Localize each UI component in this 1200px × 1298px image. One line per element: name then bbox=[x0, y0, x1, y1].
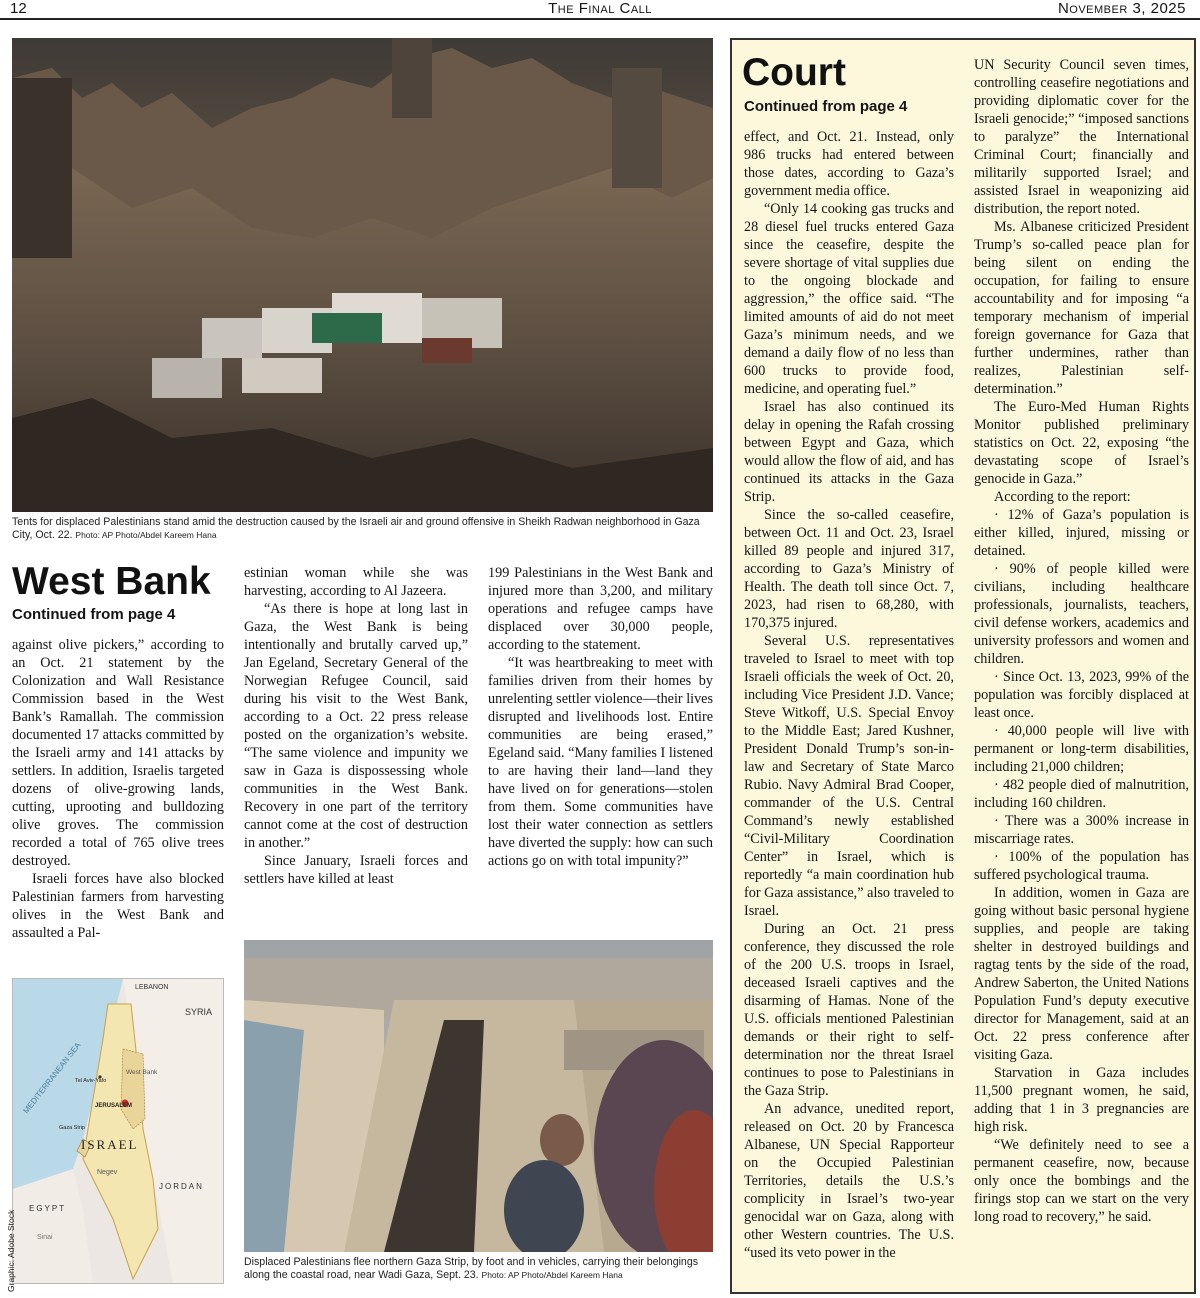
court-continued: Continued from page 4 bbox=[744, 98, 908, 115]
west-bank-column-3 bbox=[488, 564, 713, 870]
paragraph: Several U.S. representatives traveled to Israel to meet with top Israeli officials the week of Oct. 20, including Vice President J.D. Vance; Steve Witkoff, U.S. Special Envoy to the Middle East; Jared Kushner, President Donald Trump’s son-in-law and Secretary of State Marco Rubio. Navy Admiral Brad Cooper, commander of the U.S. Central Command’s newly established “Civil-Military Coordination Center” in Israel, which is reportedly “a main coordination hub for Gaza assistance,” also traveled to Israel. bbox=[744, 633, 954, 919]
photo-credit: Photo: AP Photo/Abdel Kareem Hana bbox=[481, 1270, 623, 1280]
bullet-item: · 482 people died of malnutrition, including 160 children. bbox=[974, 777, 1189, 811]
israel-region-map bbox=[12, 978, 224, 1284]
map-label-gaza: Gaza Strip bbox=[59, 1125, 85, 1131]
map-credit-container bbox=[0, 1209, 16, 1295]
map-label-lebanon: LEBANON bbox=[135, 984, 169, 991]
paragraph: estinian woman while she was harvesting, according to Al Jazeera. bbox=[244, 565, 468, 599]
paragraph: 199 Palestinians in the West Bank and injured more than 3,200, and military operations and refugee camps have displaced over 30,000 people, according to the statement. bbox=[488, 565, 713, 653]
west-bank-headline: West Bank bbox=[12, 560, 211, 603]
top-photo-caption bbox=[12, 516, 713, 542]
west-bank-column-1 bbox=[12, 636, 224, 942]
paragraph: Israeli forces have also blocked Palestinian farmers from harvesting olives in the West Bank and assaulted a Pal- bbox=[12, 871, 224, 941]
paragraph: against olive pickers,” according to an Oct. 21 statement by the Colonization and Wall Resistance Commission based in the West Bank’s Ramallah. The commission documented 17 attacks committed by the Israeli army and 141 attacks by settlers. In addition, Israelis targeted dozens of olive-growing lands, cutting, uprooting and bulldozing olive groves. The commission recorded a total of 765 olive trees destroyed. bbox=[12, 637, 224, 869]
map-label-israel: ISRAEL bbox=[81, 1137, 139, 1152]
court-column-2 bbox=[974, 56, 1189, 1226]
page-number: 12 bbox=[10, 0, 27, 17]
paragraph: Since the so-called ceasefire, between Oct. 11 and Oct. 23, Israel killed 89 people and injured 317, according to Gaza’s Ministry of Health. The death toll since Oct. 7, 2023, had risen to 68,280, with 170,375 injured. bbox=[744, 507, 954, 631]
map-label-tel-aviv: Tel Aviv-Yafo bbox=[75, 1078, 107, 1084]
gaza-coastal-road-photo bbox=[244, 940, 713, 1252]
bullet-item: · 100% of the population has suffered psychological trauma. bbox=[974, 849, 1189, 883]
paragraph: Since January, Israeli forces and settlers have killed at least bbox=[244, 853, 468, 887]
map-label-syria: SYRIA bbox=[185, 1007, 213, 1017]
paragraph: “It was heartbreaking to meet with families driven from their homes by unrelenting settler violence—their lives disrupted and livelihoods lost. Entire communities are being erased,” Egeland said. “Many families I listened to are having their land—land they have lived on for generations—stolen from them. Some communities have lost their water connection as settlers have diverted the supply: how can such actions go on with total impunity?” bbox=[488, 655, 713, 869]
paragraph: Starvation in Gaza includes 11,500 pregnant women, he said, adding that 1 in 3 pregnancies are high risk. bbox=[974, 1065, 1189, 1135]
map-label-sinai: Sinai bbox=[37, 1234, 53, 1241]
court-headline: Court bbox=[742, 51, 846, 94]
bullet-item: · There was a 300% increase in miscarriage rates. bbox=[974, 813, 1189, 847]
map-label-sea: MEDITERRANEAN SEA bbox=[21, 1040, 83, 1116]
gaza-destruction-photo bbox=[12, 38, 713, 512]
paragraph: Ms. Albanese criticized President Trump’s so-called peace plan for being silent on ending the occupation, for failing to ensure accountability and for imposing “a temporary mechanism of imperial foreign governance for Gaza that further undermines, rather than realizes, Palestinian self-determination.” bbox=[974, 219, 1189, 397]
paragraph: “As there is hope at long last in Gaza, the West Bank is being intentionally and brutally carved up,” Jan Egeland, Secretary General of the Norwegian Refugee Council, said during his visit to the West Bank, according to a Oct. 22 press release posted on the organization’s website. “The same violence and impunity we saw in Gaza is dispossessing whole communities in the West Bank. Recovery in one part of the territory cannot come at the cost of destruction in another.” bbox=[244, 601, 468, 851]
bottom-photo-caption bbox=[244, 1256, 713, 1282]
paragraph: The Euro-Med Human Rights Monitor published preliminary statistics on Oct. 22, exposing “the devastating scope of Israel’s genocide in Gaza.” bbox=[974, 399, 1189, 487]
paragraph: According to the report: bbox=[994, 489, 1131, 505]
caption-text: Tents for displaced Palestinians stand amid the destruction caused by the Israeli air and ground offensive in Sheikh Radwan neighborhood in Gaza City, Oct. 22. bbox=[12, 516, 700, 541]
paragraph: UN Security Council seven times, controlling ceasefire negotiations and providing diplomatic cover for the Israeli genocide;” “imposed sanctions to paralyze” the International Criminal Court; financially and militarily supported Israel; and assisted Israel in weaponizing aid distribution, the report noted. bbox=[974, 57, 1189, 217]
paragraph: In addition, women in Gaza are going without basic personal hygiene supplies, and people are taking shelter in destroyed buildings and ragtag tents by the side of the road, Andrew Saberton, the United Nations Population Fund’s deputy executive director for Management, said at an Oct. 22 press conference after visiting Gaza. bbox=[974, 885, 1189, 1063]
paragraph: “Only 14 cooking gas trucks and 28 diesel fuel trucks entered Gaza since the ceasefire, despite the severe shortage of vital supplies due to the ongoing blockade and aggression,” the office said. “The limited amounts of aid do not meet Gaza’s minimum needs, and we demand a daily flow of no less than 600 trucks to provide food, medicine, and operating fuel.” bbox=[744, 201, 954, 397]
map-label-jordan: JORDAN bbox=[159, 1182, 204, 1191]
map-label-jerusalem: JERUSALEM bbox=[95, 1103, 133, 1109]
paragraph: An advance, unedited report, released on Oct. 20 by Francesca Albanese, UN Special Rapporteur on the Occupied Palestinian Territories, details the U.S.’s complicity in Israel’s two-year genocidal war on Gaza, along with other Western countries. The U.S. “used its veto power in the bbox=[744, 1101, 954, 1261]
caption-text: Displaced Palestinians flee northern Gaza Strip, by foot and in vehicles, carrying their belongings along the coastal road, near Wadi Gaza, Sept. 23. bbox=[244, 1256, 699, 1281]
page-header bbox=[0, 0, 1200, 20]
publication-name: The Final Call bbox=[548, 0, 652, 17]
map-label-west-bank: West Bank bbox=[126, 1069, 158, 1076]
paragraph: During an Oct. 21 press conference, they discussed the role of the 200 U.S. troops in Israel, deceased Israeli captives and the disarming of Hamas. None of the U.S. officials mentioned Palestinian demands or their right to self-determination nor the threat Israel continues to pose to Palestinians in the Gaza Strip. bbox=[744, 921, 954, 1099]
paragraph: effect, and Oct. 21. Instead, only 986 trucks had entered between those dates, according to Gaza’s government media office. bbox=[744, 129, 954, 199]
bullet-item: · 12% of Gaza’s population is either killed, injured, missing or detained. bbox=[974, 507, 1189, 559]
west-bank-column-2 bbox=[244, 564, 468, 888]
photo-credit: Photo: AP Photo/Abdel Kareem Hana bbox=[75, 530, 217, 540]
court-column-1 bbox=[744, 128, 954, 1262]
paragraph: “We definitely need to see a permanent ceasefire, now, because only once the bombings and the firings stop can we start on the very long road to recovery,” he said. bbox=[974, 1137, 1189, 1225]
map-label-negev: Negev bbox=[97, 1169, 118, 1176]
issue-date: November 3, 2025 bbox=[1057, 0, 1186, 17]
bullet-item: · Since Oct. 13, 2023, 99% of the population was forcibly displaced at least once. bbox=[974, 669, 1189, 721]
map-credit: Graphic: Adobe Stock bbox=[6, 1209, 16, 1292]
west-bank-continued: Continued from page 4 bbox=[12, 606, 176, 623]
map-label-egypt: EGYPT bbox=[29, 1204, 67, 1213]
bullet-item: · 40,000 people will live with permanent or long-term disabilities, including 21,000 children; bbox=[974, 723, 1189, 775]
paragraph: Israel has also continued its delay in opening the Rafah crossing between Egypt and Gaza, which would allow the flow of aid, and has continued its attacks in the Gaza Strip. bbox=[744, 399, 954, 505]
bullet-item: · 90% of people killed were civilians, including healthcare professionals, journalists, teachers, civil defense workers, academics and university professors and women and children. bbox=[974, 561, 1189, 667]
